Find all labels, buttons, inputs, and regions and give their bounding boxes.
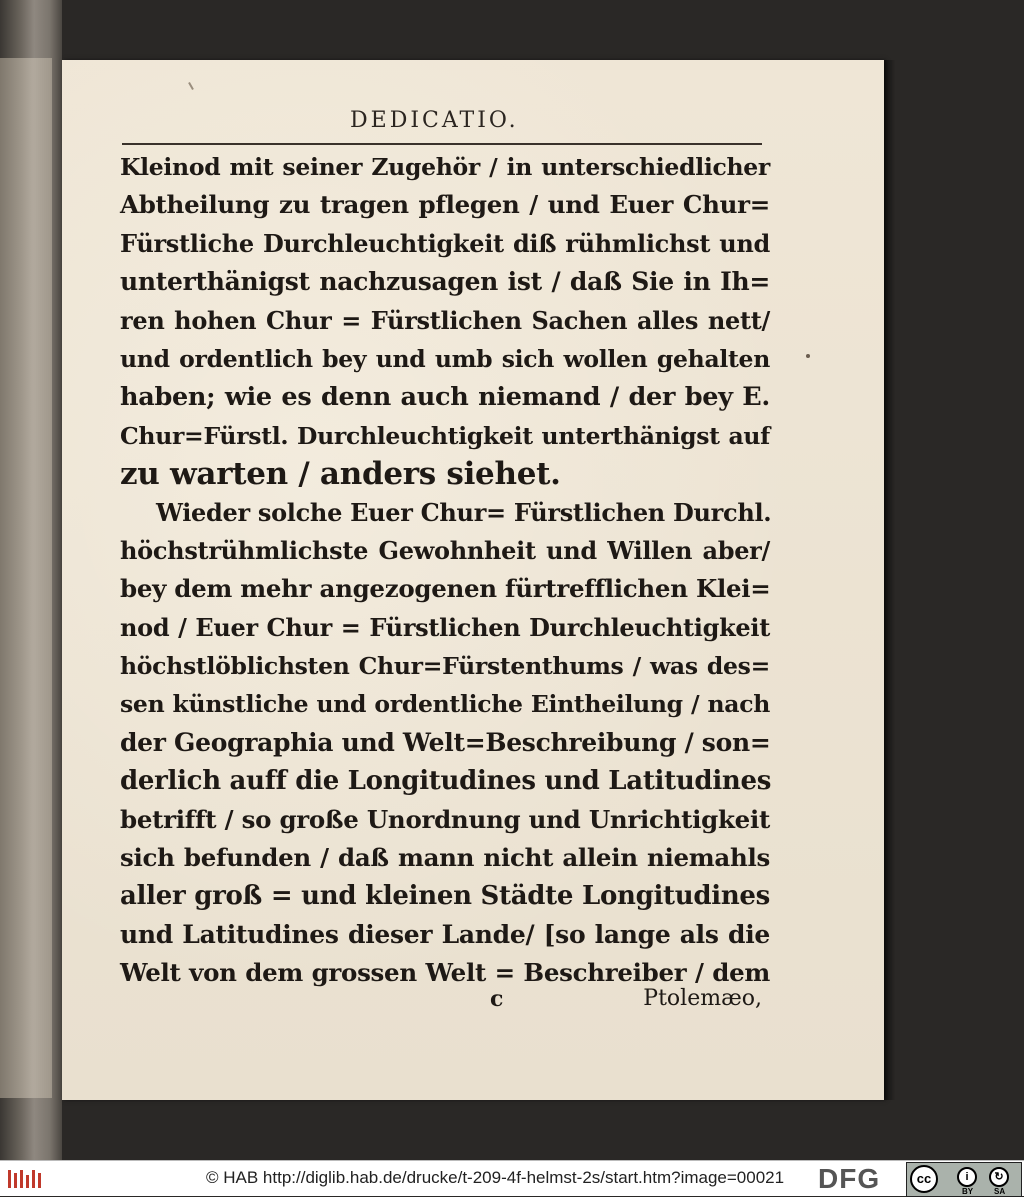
text-line: der Geographia und Welt=Beschreibung / son= <box>120 727 771 757</box>
text-line: derlich auff die Longitudines und Latitudines <box>120 766 772 797</box>
text-line: höchstrühmlichste Gewohnheit und Willen aber/ <box>120 535 770 565</box>
text-line: Fürstliche Durchleuchtigkeit diß rühmlichst und <box>120 228 770 258</box>
text-line: Wieder solche Euer Chur= Fürstlichen Durchl. <box>156 497 772 527</box>
page-shadow <box>884 60 896 1100</box>
copyright-link[interactable]: © HAB http://diglib.hab.de/drucke/t-209-4f-helmst-2s/start.htm?image=00021 <box>206 1168 785 1187</box>
page-foot <box>120 986 770 1020</box>
ink-spot <box>806 354 810 358</box>
text-line: Chur=Fürstl. Durchleuchtigkeit unterthänigst auf <box>120 421 770 450</box>
by-label: BY <box>962 1187 974 1196</box>
text-line: und ordentlich bey und umb sich wollen gehalten <box>120 344 770 373</box>
sa-label: SA <box>994 1187 1006 1196</box>
text-line: sen künstliche und ordentliche Eintheilung / nach <box>120 690 770 719</box>
text-line: aller groß = und kleinen Städte Longitudines <box>120 881 770 912</box>
text-line: Welt von dem grossen Welt = Beschreiber / dem <box>120 958 770 988</box>
dfg-logo[interactable]: DFG <box>818 1163 881 1194</box>
text-line: sich befunden / daß mann nicht allein niemahls <box>120 843 770 873</box>
text-line: ren hohen Chur = Fürstlichen Sachen alles nett/ <box>120 305 770 335</box>
text-line: betrifft / so große Unordnung und Unrichtigkeit <box>120 804 770 834</box>
text-line: und Latitudines dieser Lande/ [so lange als die <box>120 919 770 949</box>
text-line: haben; wie es denn auch niemand / der bey E. <box>120 382 770 413</box>
text-line: bey dem mehr angezogenen fürtrefflichen Klei= <box>120 574 771 604</box>
text-line: höchstlöblichsten Chur=Fürstenthums / was des= <box>120 652 770 681</box>
cc-license-badge[interactable] <box>906 1162 1022 1197</box>
text-line: zu warten / anders siehet. <box>120 456 561 493</box>
text-line: unterthänigst nachzusagen ist / daß Sie in Ih= <box>120 267 770 297</box>
viewer-footer <box>0 1160 1024 1196</box>
catchword: Ptolemæo, <box>643 986 762 1011</box>
header-rule <box>122 143 762 145</box>
cc-icon: cc <box>910 1165 938 1193</box>
hab-logo-icon[interactable] <box>6 1167 46 1191</box>
text-line: Abtheilung zu tragen pflegen / und Euer Chur= <box>120 190 770 220</box>
previous-page-edge <box>0 58 52 1098</box>
body-text <box>120 148 770 993</box>
attribution-icon: i <box>957 1167 977 1187</box>
share-alike-icon: ↻ <box>989 1167 1009 1187</box>
signature-mark: c <box>490 986 504 1012</box>
text-line: Kleinod mit seiner Zugehör / in unterschiedlicher <box>120 153 770 181</box>
running-header: DEDICATIO. <box>350 108 519 133</box>
text-line: nod / Euer Chur = Fürstlichen Durchleuchtigkeit <box>120 612 770 642</box>
